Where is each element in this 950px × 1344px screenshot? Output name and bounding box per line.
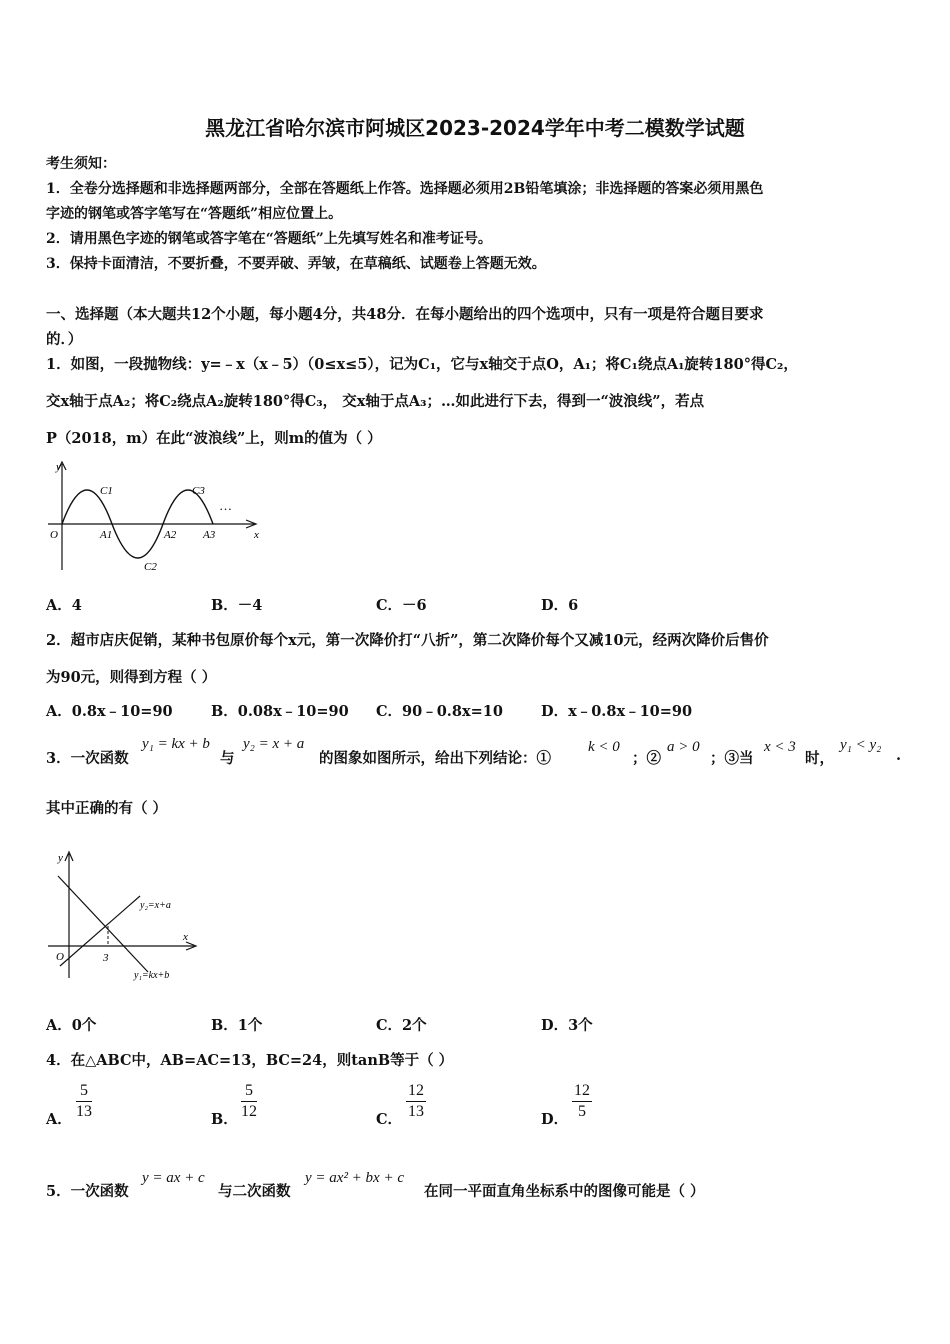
q3-period: . (896, 747, 902, 764)
q2-option-a[interactable]: A．0.8x﹣10=90 (46, 703, 173, 720)
q5-end: 在同一平面直角坐标系中的图像可能是（ ） (424, 1183, 705, 1200)
notice-line-2: 字迹的钢笔或答字笔写在“答题纸”相应位置上。 (46, 206, 343, 222)
q3-option-b[interactable]: B．1个 (211, 1017, 263, 1034)
q1-option-d[interactable]: D．6 (541, 597, 579, 614)
q1-line-1: 1．如图，一段抛物线：y=﹣x（x﹣5）（0≤x≤5），记为C₁，它与x轴交于点O，A₁；将C₁绕点A₁旋转180°得C₂， (46, 356, 798, 373)
q3-sep-1: ；② (632, 750, 661, 767)
notice-line-4: 3．保持卡面清洁，不要折叠，不要弄破、弄皱，在草稿纸、试题卷上答题无效。 (46, 256, 546, 272)
notice-line-3: 2．请用黑色字迹的钢笔或答字笔在“答题纸”上先填写姓名和准考证号。 (46, 231, 492, 247)
q4-option-a-num: 5 (76, 1082, 92, 1102)
q3-option-d[interactable]: D．3个 (541, 1017, 593, 1034)
q2-option-c[interactable]: C．90﹣0.8x=10 (376, 703, 503, 720)
q3-conclusion-1: k < 0 (588, 739, 620, 755)
q3-lines-figure (44, 848, 204, 988)
q4-option-c-den: 13 (408, 1103, 424, 1120)
q4-option-c-num: 12 (406, 1082, 426, 1102)
q3-origin-label: O (56, 951, 64, 963)
q3-tick-3: 3 (103, 952, 109, 964)
q4-option-d-num: 12 (572, 1082, 592, 1102)
q1-curve-C3: C3 (192, 485, 205, 497)
q3-line-y2 (60, 896, 140, 966)
q1-line-2: 交x轴于点A₂；将C₂绕点A₂旋转180°得C₃， 交x轴于点A₃；…如此进行下去，得到一“波浪线”，若点 (46, 393, 705, 410)
notice-heading: 考生须知： (46, 156, 116, 172)
q3-func-2: y₂ = x + a (243, 736, 305, 752)
q4-option-b-num: 5 (241, 1082, 257, 1102)
page-title: 黑龙江省哈尔滨市阿城区2023-2024学年中考二模数学试题 (205, 116, 745, 140)
notice-line-1: 1．全卷分选择题和非选择题两部分，全部在答题纸上作答。选择题必须用2B铅笔填涂；非选择题的答案必须用黑色 (46, 181, 764, 197)
q1-line-3: P（2018，m）在此“波浪线”上，则m的值为（ ） (46, 430, 382, 447)
q2-line-2: 为90元，则得到方程（ ） (46, 669, 217, 686)
q5-connector: 与二次函数 (218, 1183, 291, 1200)
q4-option-a-den: 13 (76, 1103, 92, 1120)
q3-statement: 的图象如图所示，给出下列结论：① (319, 750, 551, 767)
q3-connector: 与 (220, 750, 235, 767)
q5-linear-func: y = ax + c (142, 1170, 205, 1186)
q4-option-d-fraction[interactable] (572, 1082, 592, 1121)
q3-label-y2: y₂=x+a (140, 900, 171, 911)
q5-quadratic-func: y = ax² + bx + c (305, 1170, 404, 1186)
q1-point-A1: A1 (100, 529, 113, 541)
q3-conclusion-2: a > 0 (667, 739, 700, 755)
q1-curve-C2: C2 (144, 561, 157, 573)
q5-prefix: 5．一次函数 (46, 1183, 129, 1200)
q1-curve-C1: C1 (100, 485, 113, 497)
q4-option-c-fraction[interactable] (406, 1082, 426, 1121)
q3-prefix: 3．一次函数 (46, 750, 129, 767)
q3-sep-2: ；③当 (710, 750, 754, 767)
q3-x-label: x (183, 931, 188, 943)
q4-option-b-fraction[interactable] (241, 1082, 257, 1121)
q1-point-A2: A2 (164, 529, 177, 541)
q1-continuation-dots: … (220, 498, 232, 513)
q2-option-b[interactable]: B．0.08x﹣10=90 (211, 703, 349, 720)
q1-x-label: x (254, 529, 259, 541)
q4-option-a-fraction[interactable] (76, 1082, 92, 1121)
q3-option-c[interactable]: C．2个 (376, 1017, 427, 1034)
q3-conclusion-4: y₁ < y₂ (840, 737, 882, 753)
q4-option-a-label[interactable]: A． (46, 1111, 72, 1128)
q3-conclusion-3: x < 3 (764, 739, 796, 755)
q1-y-label: y (56, 461, 61, 473)
q4-option-b-den: 12 (241, 1103, 257, 1120)
q2-line-1: 2．超市店庆促销，某种书包原价每个x元，第一次降价打“八折”，第二次降价每个又减10元，经两次降价后售价 (46, 632, 769, 649)
q3-when: 时， (805, 750, 834, 767)
q1-wave-figure (42, 458, 267, 578)
q1-point-A3: A3 (203, 529, 216, 541)
q2-option-d[interactable]: D．x﹣0.8x﹣10=90 (541, 703, 693, 720)
q1-origin-label: O (50, 529, 58, 541)
q3-label-y1: y₁=kx+b (134, 970, 170, 981)
q3-func-1: y₁ = kx + b (142, 736, 210, 752)
q4-option-d-den: 5 (578, 1103, 586, 1120)
q3-option-a[interactable]: A．0个 (46, 1017, 97, 1034)
section-header-line-2: 的．） (46, 331, 83, 348)
q3-y-label: y (58, 852, 63, 864)
q4-option-c-label[interactable]: C． (376, 1111, 403, 1128)
q4-line: 4．在△ABC中，AB=AC=13，BC=24，则tanB等于（ ） (46, 1052, 454, 1069)
q1-option-a[interactable]: A．4 (46, 597, 82, 614)
section-header-line-1: 一、选择题（本大题共12个小题，每小题4分，共48分．在每小题给出的四个选项中，只有一项是符合题目要求 (46, 306, 764, 323)
q4-option-d-label[interactable]: D． (541, 1111, 569, 1128)
q3-line-2: 其中正确的有（ ） (46, 800, 168, 817)
q4-option-b-label[interactable]: B． (211, 1111, 238, 1128)
q1-option-b[interactable]: B．－4 (211, 597, 263, 614)
q1-option-c[interactable]: C．－6 (376, 597, 427, 614)
